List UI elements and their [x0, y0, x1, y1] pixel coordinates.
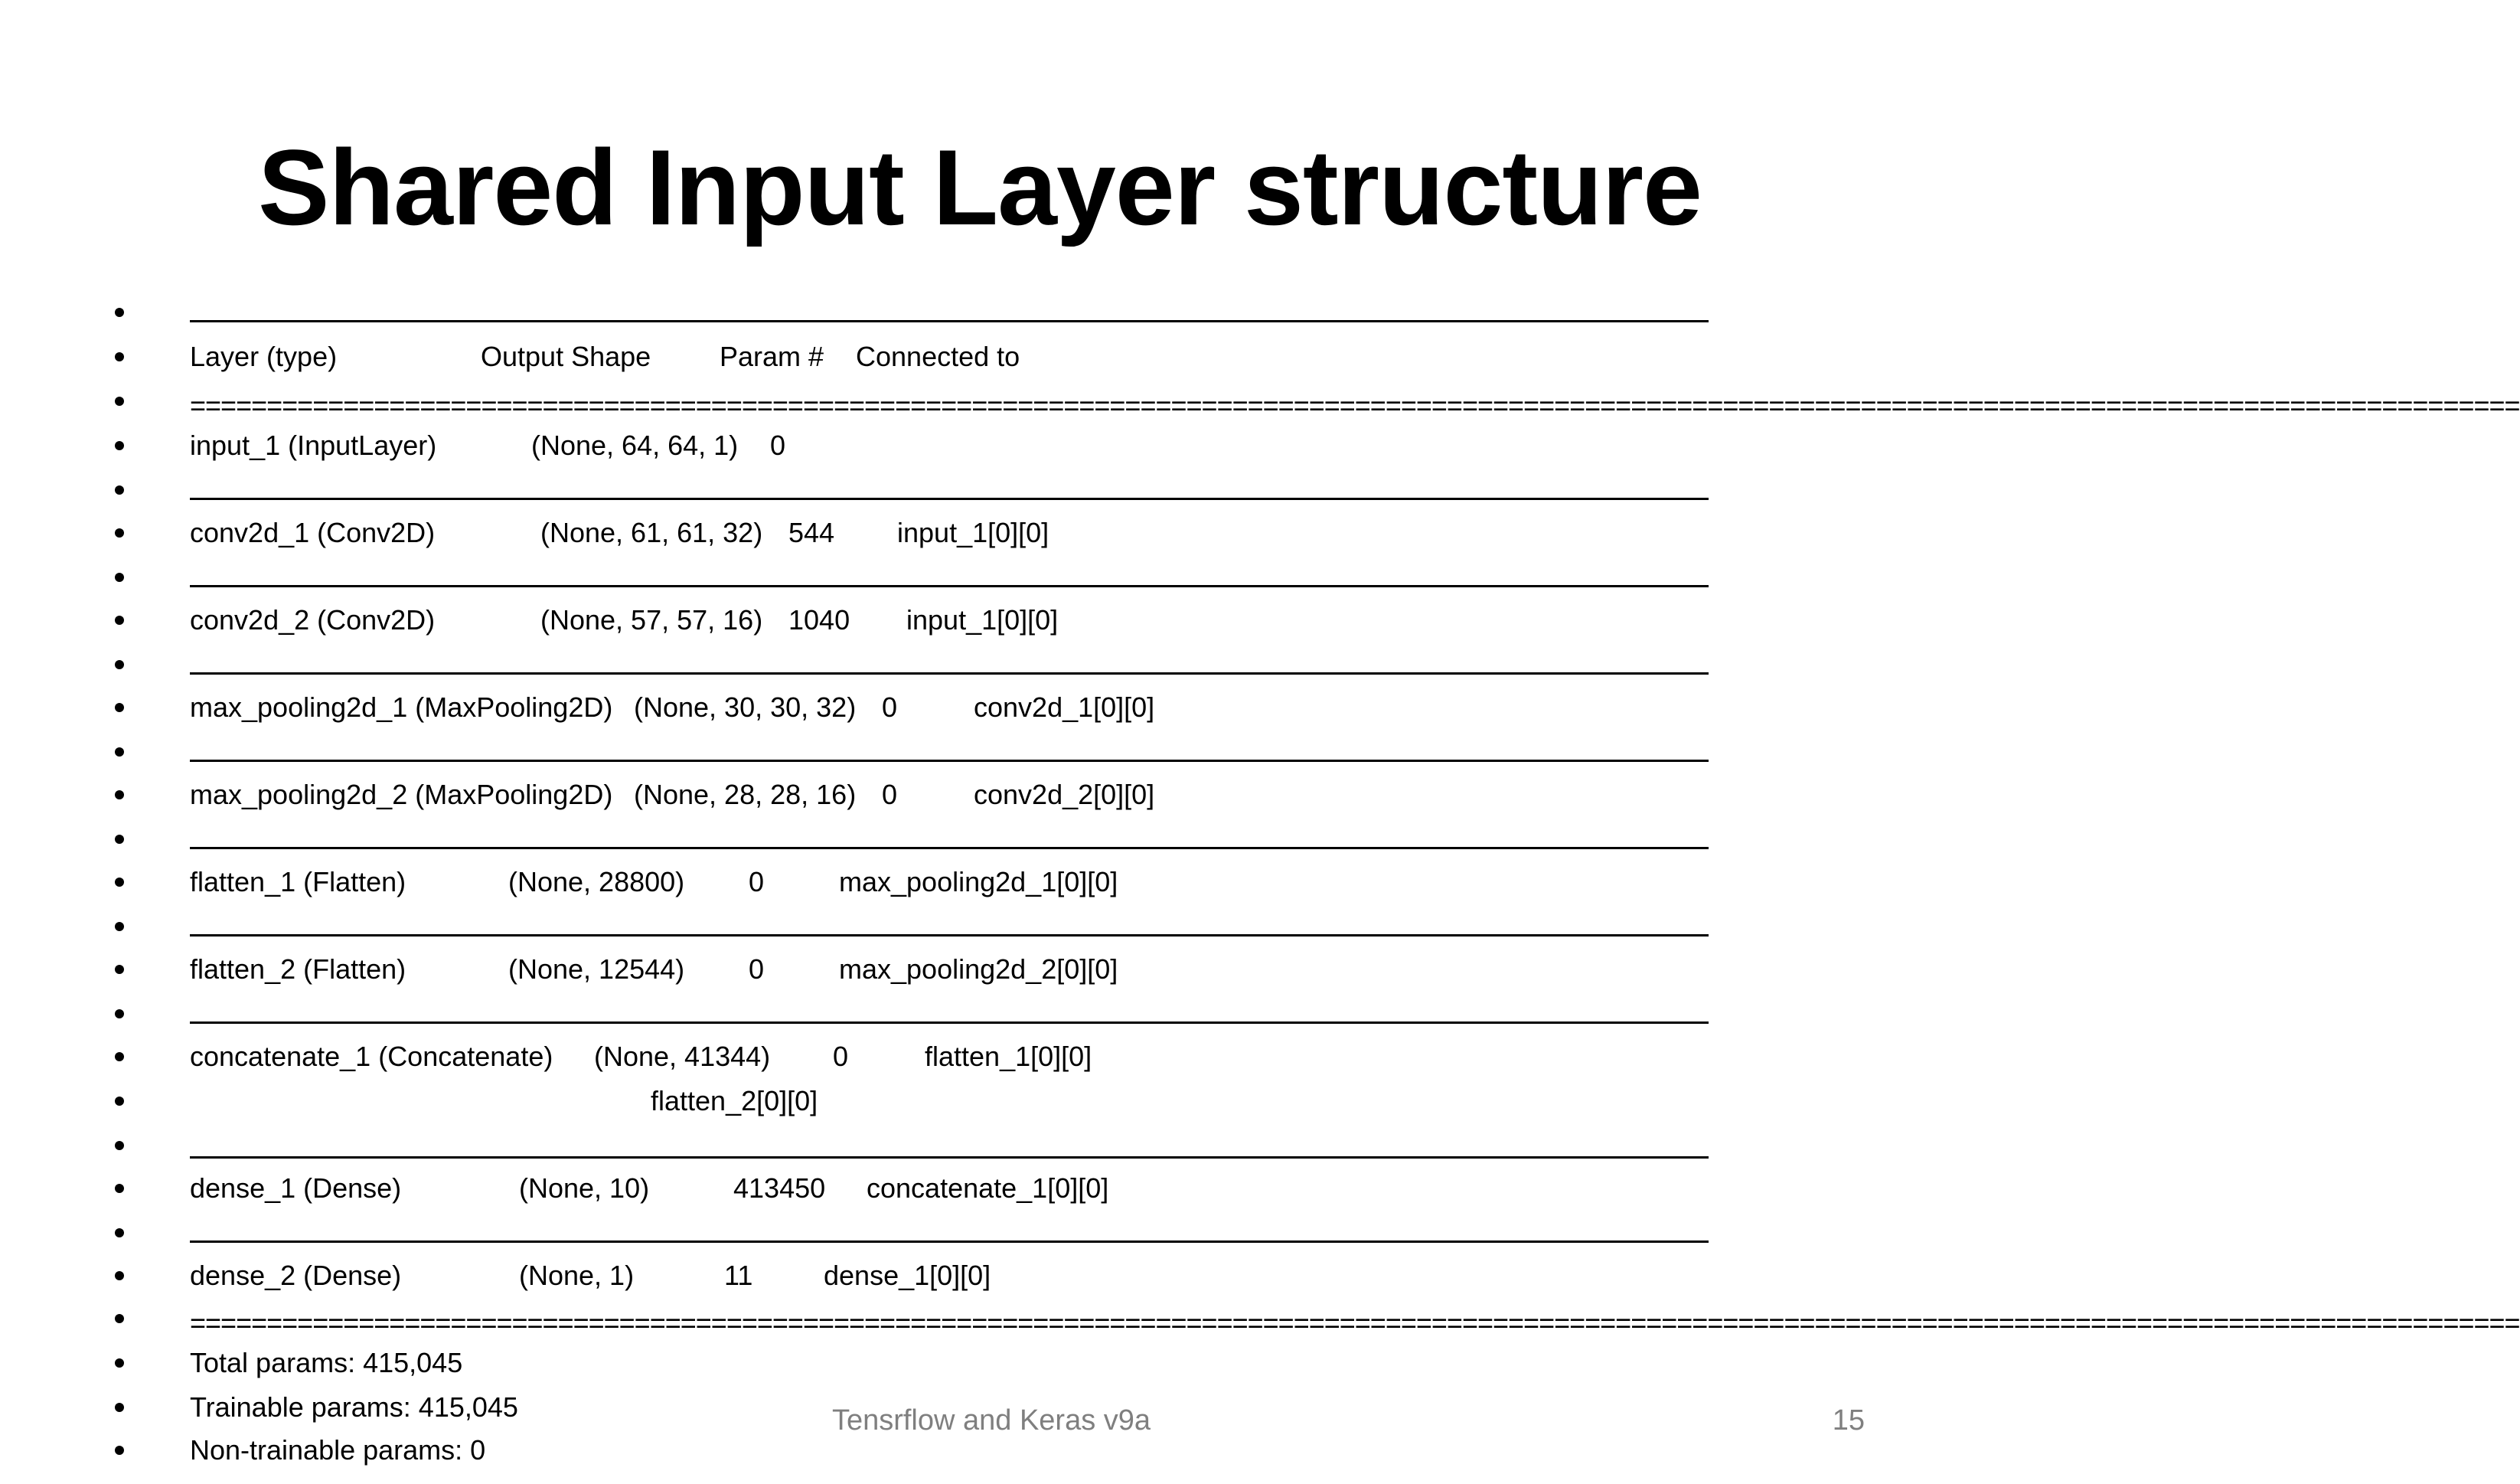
- header-connected-to: Connected to: [856, 341, 1020, 372]
- bullet-icon: [115, 352, 124, 361]
- connected-to: input_1[0][0]: [906, 604, 1059, 636]
- param-count: 0: [882, 779, 898, 810]
- slide-title: Shared Input Layer structure: [258, 127, 1702, 247]
- table-row: [0, 779, 1960, 829]
- connected-to: conv2d_2[0][0]: [974, 779, 1155, 810]
- table-row: [0, 953, 1960, 1003]
- param-count: 0: [833, 1041, 849, 1072]
- connected-to-extra: flatten_2[0][0]: [651, 1085, 818, 1116]
- bullet-icon: [115, 965, 124, 974]
- bullet-icon: [115, 616, 124, 625]
- trainable-params: Trainable params: 415,045: [190, 1391, 518, 1423]
- bullet-row-separator: [0, 300, 1960, 346]
- param-count: 0: [770, 430, 786, 461]
- output-shape: (None, 28800): [508, 866, 685, 897]
- connected-to: flatten_1[0][0]: [925, 1041, 1092, 1072]
- bullet-row-separator: [0, 389, 2520, 435]
- layer-name: concatenate_1 (Concatenate): [190, 1041, 553, 1072]
- bullet-icon: [115, 1271, 124, 1280]
- layer-name: max_pooling2d_1 (MaxPooling2D): [190, 691, 613, 723]
- bullet-icon: [115, 1358, 124, 1368]
- table-row: [0, 517, 1960, 567]
- output-shape: (None, 61, 61, 32): [540, 517, 763, 548]
- bullet-icon: [115, 485, 124, 495]
- layer-name: dense_2 (Dense): [190, 1260, 402, 1291]
- bullet-icon: [115, 1228, 124, 1237]
- bullet-icon: [115, 835, 124, 844]
- underscore-separator: [190, 320, 1709, 322]
- bullet-icon: [115, 528, 124, 538]
- bullet-icon: [115, 1009, 124, 1018]
- table-row: [0, 1172, 1960, 1222]
- layer-name: dense_1 (Dense): [190, 1172, 402, 1204]
- connected-to: concatenate_1[0][0]: [867, 1172, 1109, 1204]
- bullet-icon: [115, 922, 124, 931]
- connected-to: max_pooling2d_1[0][0]: [839, 866, 1118, 897]
- bullet-icon: [115, 441, 124, 450]
- summary-row: [0, 1347, 1960, 1397]
- table-row: [0, 1260, 1960, 1309]
- layer-name: max_pooling2d_2 (MaxPooling2D): [190, 779, 613, 810]
- underscore-separator: [190, 1021, 1709, 1024]
- layer-name: conv2d_2 (Conv2D): [190, 604, 436, 636]
- table-row: [0, 604, 1960, 654]
- bullet-icon: [115, 660, 124, 669]
- equals-separator: ========================================================================================================================================================: [190, 1307, 2520, 1339]
- bullet-icon: [115, 747, 124, 757]
- param-count: 0: [749, 866, 765, 897]
- layer-name: conv2d_1 (Conv2D): [190, 517, 436, 548]
- bullet-icon: [115, 1184, 124, 1193]
- output-shape: (None, 28, 28, 16): [634, 779, 857, 810]
- bullet-icon: [115, 703, 124, 712]
- param-count: 544: [788, 517, 835, 548]
- header-param-count: Param #: [720, 341, 824, 372]
- table-row: [0, 430, 1960, 479]
- summary-row: [0, 1434, 1960, 1484]
- connected-to: dense_1[0][0]: [824, 1260, 991, 1291]
- param-count: 11: [724, 1260, 753, 1291]
- table-header-row: [0, 341, 1960, 391]
- output-shape: (None, 10): [519, 1172, 650, 1204]
- underscore-separator: [190, 847, 1709, 849]
- underscore-separator: [190, 1156, 1709, 1159]
- connected-to: input_1[0][0]: [897, 517, 1049, 548]
- bullet-icon: [115, 1097, 124, 1106]
- table-row: [0, 1041, 1960, 1090]
- underscore-separator: [190, 934, 1709, 936]
- output-shape: (None, 41344): [594, 1041, 771, 1072]
- slide-footer: Tensrflow and Keras v9a: [831, 1404, 1151, 1437]
- connected-to: conv2d_1[0][0]: [974, 691, 1155, 723]
- bullet-icon: [115, 1141, 124, 1150]
- output-shape: (None, 64, 64, 1): [531, 430, 739, 461]
- output-shape: (None, 30, 30, 32): [634, 691, 857, 723]
- bullet-icon: [115, 573, 124, 582]
- bullet-icon: [115, 308, 124, 317]
- bullet-icon: [115, 1052, 124, 1061]
- bullet-icon: [115, 1446, 124, 1455]
- underscore-separator: [190, 585, 1709, 587]
- layer-name: flatten_1 (Flatten): [190, 866, 406, 897]
- output-shape: (None, 1): [519, 1260, 635, 1291]
- table-row: [0, 691, 1960, 741]
- layer-name: input_1 (InputLayer): [190, 430, 437, 461]
- output-shape: (None, 57, 57, 16): [540, 604, 763, 636]
- layer-name: flatten_2 (Flatten): [190, 953, 406, 985]
- underscore-separator: [190, 672, 1709, 675]
- underscore-separator: [190, 498, 1709, 500]
- bullet-icon: [115, 1314, 124, 1323]
- connected-to: max_pooling2d_2[0][0]: [839, 953, 1118, 985]
- slide-page-number: 15: [1832, 1404, 1865, 1437]
- table-row: [0, 866, 1960, 916]
- bullet-icon: [115, 878, 124, 887]
- equals-separator: ========================================================================================================================================================: [190, 390, 2520, 421]
- underscore-separator: [190, 760, 1709, 762]
- header-output-shape: Output Shape: [481, 341, 651, 372]
- bullet-row-separator: [0, 1306, 2520, 1352]
- non-trainable-params: Non-trainable params: 0: [190, 1434, 486, 1466]
- output-shape: (None, 12544): [508, 953, 685, 985]
- header-layer-type: Layer (type): [190, 341, 338, 372]
- underscore-separator: [190, 1240, 1709, 1243]
- total-params: Total params: 415,045: [190, 1347, 463, 1378]
- param-count: 0: [882, 691, 898, 723]
- bullet-icon: [115, 790, 124, 799]
- param-count: 1040: [788, 604, 850, 636]
- bullet-icon: [115, 397, 124, 406]
- param-count: 0: [749, 953, 765, 985]
- table-row-continuation: [0, 1085, 1960, 1135]
- param-count: 413450: [733, 1172, 826, 1204]
